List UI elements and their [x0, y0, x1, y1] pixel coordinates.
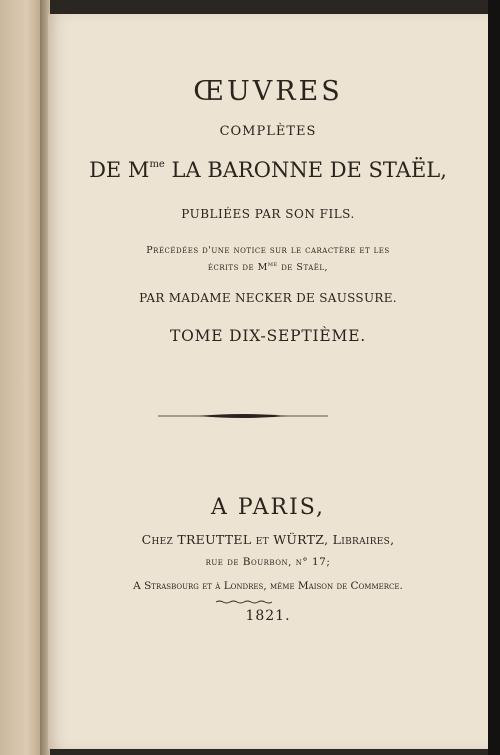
publication-year: 1821.	[245, 608, 291, 624]
imprint-city: A PARIS,	[210, 495, 326, 520]
author-prefix: DE M	[89, 158, 150, 182]
facing-page-edge	[0, 0, 44, 755]
notice-line-2-post: de Staël,	[277, 262, 329, 273]
ornamental-rule	[158, 413, 328, 419]
publisher-chez: Chez	[141, 532, 178, 547]
publisher-address: rue de Bourbon, n° 17;	[205, 556, 331, 568]
publisher-name-2: WÜRTZ,	[273, 532, 329, 547]
notice-line-1: Précédées d'une notice sur le caractère et les	[146, 245, 390, 256]
publisher-name-1: TREUTTEL	[177, 532, 252, 547]
publisher-line	[48, 532, 488, 547]
published-by-line: PUBLIÉES PAR SON FILS.	[181, 207, 355, 221]
author-line	[48, 158, 488, 182]
work-subtitle: COMPLÈTES	[219, 124, 317, 139]
publisher-trade: Libraires,	[328, 532, 395, 547]
author-honorific: me	[149, 159, 165, 170]
background-edge	[488, 0, 500, 755]
volume-line: TOME DIX-SEPTIÈME.	[169, 327, 367, 345]
branch-line: A Strasbourg et à Londres, même Maison de Commerce.	[133, 580, 403, 592]
work-title: ŒUVRES	[193, 76, 343, 107]
notice-line-2	[48, 260, 488, 273]
notice-author-line: PAR MADAME NECKER DE SAUSSURE.	[139, 291, 397, 305]
notice-line-2-pre: écrits de M	[207, 262, 268, 273]
author-name: LA BARONNE DE STAËL,	[164, 158, 447, 182]
title-page	[48, 14, 488, 749]
publisher-and: et	[251, 532, 274, 547]
notice-line-2-sup: me	[267, 260, 278, 268]
wavy-rule	[216, 600, 272, 604]
